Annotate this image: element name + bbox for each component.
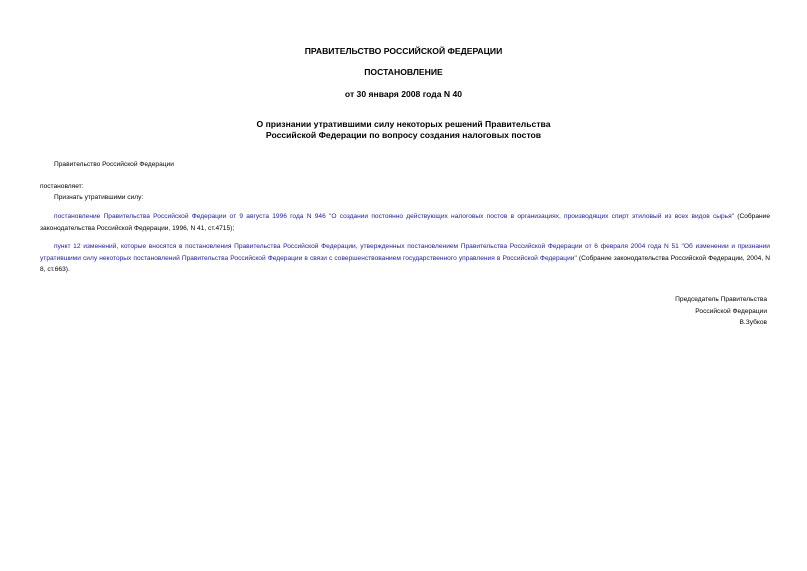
issuing-authority: ПРАВИТЕЛЬСТВО РОССИЙСКОЙ ФЕДЕРАЦИИ	[304, 46, 503, 56]
signature-name: В.Зубков	[739, 319, 767, 326]
decree-51-item-12-link[interactable]: пункт 12 изменений, которые вносятся в постановления Правительства Российской Федерации, утвержденных постановлением Правительства Российской Федерации от 6 февраля 2004 года N 51 "Об изменении и признании утратившими силу некоторых постановлений Правительства Российской Федерации в связи с совершенствованием государственного управления в Российской Федерации"	[40, 243, 770, 262]
document-title	[0, 119, 807, 141]
repealed-item-2	[40, 241, 770, 276]
repealed-item-1	[40, 211, 770, 234]
repealed-item-1-source: (Собрание законодательства Российской Федерации, 1996, N 41, ст.4715);	[40, 213, 771, 232]
intro-text: Признать утратившими силу:	[54, 194, 144, 201]
document-title-line-2: Российской Федерации по вопросу создания налоговых постов	[265, 130, 542, 140]
document-date-number: от 30 января 2008 года N 40	[344, 89, 463, 99]
government-text: Правительство Российской Федерации	[54, 161, 174, 168]
repealed-item-2-source: (Собрание законодательства Российской Федерации, 2004, N 8, ст.663).	[40, 254, 770, 273]
signature-position-line-1: Председатель Правительства	[675, 296, 767, 303]
signature-position-line-2: Российской Федерации	[695, 307, 767, 315]
decree-946-link[interactable]: постановление Правительства Российской Федерации от 9 августа 1996 года N 946 "О создании постоянно действующих налоговых постов в организациях, производящих спирт этиловый из всех видов сырья"	[54, 213, 735, 220]
signature-block	[675, 294, 767, 329]
document-title-line-1: О признании утратившими силу некоторых решений Правительства	[256, 119, 551, 129]
document-type: ПОСТАНОВЛЕНИЕ	[364, 67, 443, 77]
decrees-text: постановляет:	[40, 183, 84, 190]
